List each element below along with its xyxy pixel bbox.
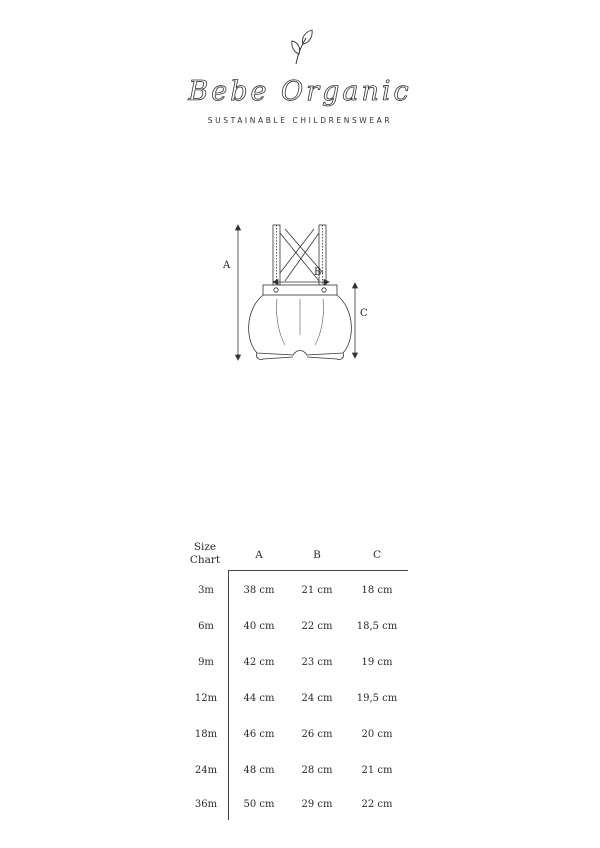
a-cell: 42 cm <box>243 657 275 668</box>
size-chart-header <box>185 541 225 567</box>
a-cell: 44 cm <box>243 693 275 704</box>
c-cell: 20 cm <box>361 729 393 740</box>
waistband <box>263 285 337 295</box>
c-cell: 22 cm <box>361 799 393 810</box>
size-cell: 24m <box>194 765 218 776</box>
size-cell: 6m <box>198 621 214 632</box>
b-cell: 22 cm <box>301 621 333 632</box>
dimension-a-label: A <box>223 260 231 271</box>
a-cell: 40 cm <box>243 621 275 632</box>
c-cell: 21 cm <box>361 765 393 776</box>
brand-logo <box>0 68 600 113</box>
size-cell: 12m <box>194 693 218 704</box>
a-cell: 38 cm <box>243 585 275 596</box>
b-cell: 26 cm <box>301 729 333 740</box>
c-cell: 19 cm <box>361 657 393 668</box>
a-cell: 46 cm <box>243 729 275 740</box>
b-cell: 21 cm <box>301 585 333 596</box>
dimension-c-arrow <box>353 283 358 358</box>
size-cell: 18m <box>194 729 218 740</box>
size-cell: 9m <box>198 657 214 668</box>
column-header-b: B <box>313 549 321 561</box>
size-chart-header-line1: Size <box>193 541 217 553</box>
size-cell: 3m <box>198 585 214 596</box>
dimension-a-arrow <box>236 225 241 360</box>
dimension-c-label: C <box>360 308 368 319</box>
size-chart-header-line2: Chart <box>189 554 221 566</box>
b-cell: 29 cm <box>301 799 333 810</box>
dimension-b-label: B <box>314 267 322 278</box>
romper-diagram <box>215 215 385 375</box>
b-cell: 28 cm <box>301 765 333 776</box>
bloomer-body <box>249 295 352 360</box>
leaf-logo-icon <box>288 28 318 68</box>
a-cell: 50 cm <box>243 799 275 810</box>
c-cell: 18 cm <box>361 585 393 596</box>
column-header-c: C <box>372 549 382 561</box>
a-cell: 48 cm <box>243 765 275 776</box>
c-cell: 18,5 cm <box>356 621 398 632</box>
table-horizontal-divider <box>228 570 408 571</box>
column-header-a: A <box>255 549 263 561</box>
size-cell: 36m <box>194 799 218 810</box>
c-cell: 19,5 cm <box>356 693 398 704</box>
brand-name: Bebe Organic <box>188 76 412 107</box>
b-cell: 24 cm <box>301 693 333 704</box>
dimension-b-arrow <box>273 280 329 285</box>
b-cell: 23 cm <box>301 657 333 668</box>
brand-tagline: SUSTAINABLE CHILDRENSWEAR <box>207 116 393 125</box>
